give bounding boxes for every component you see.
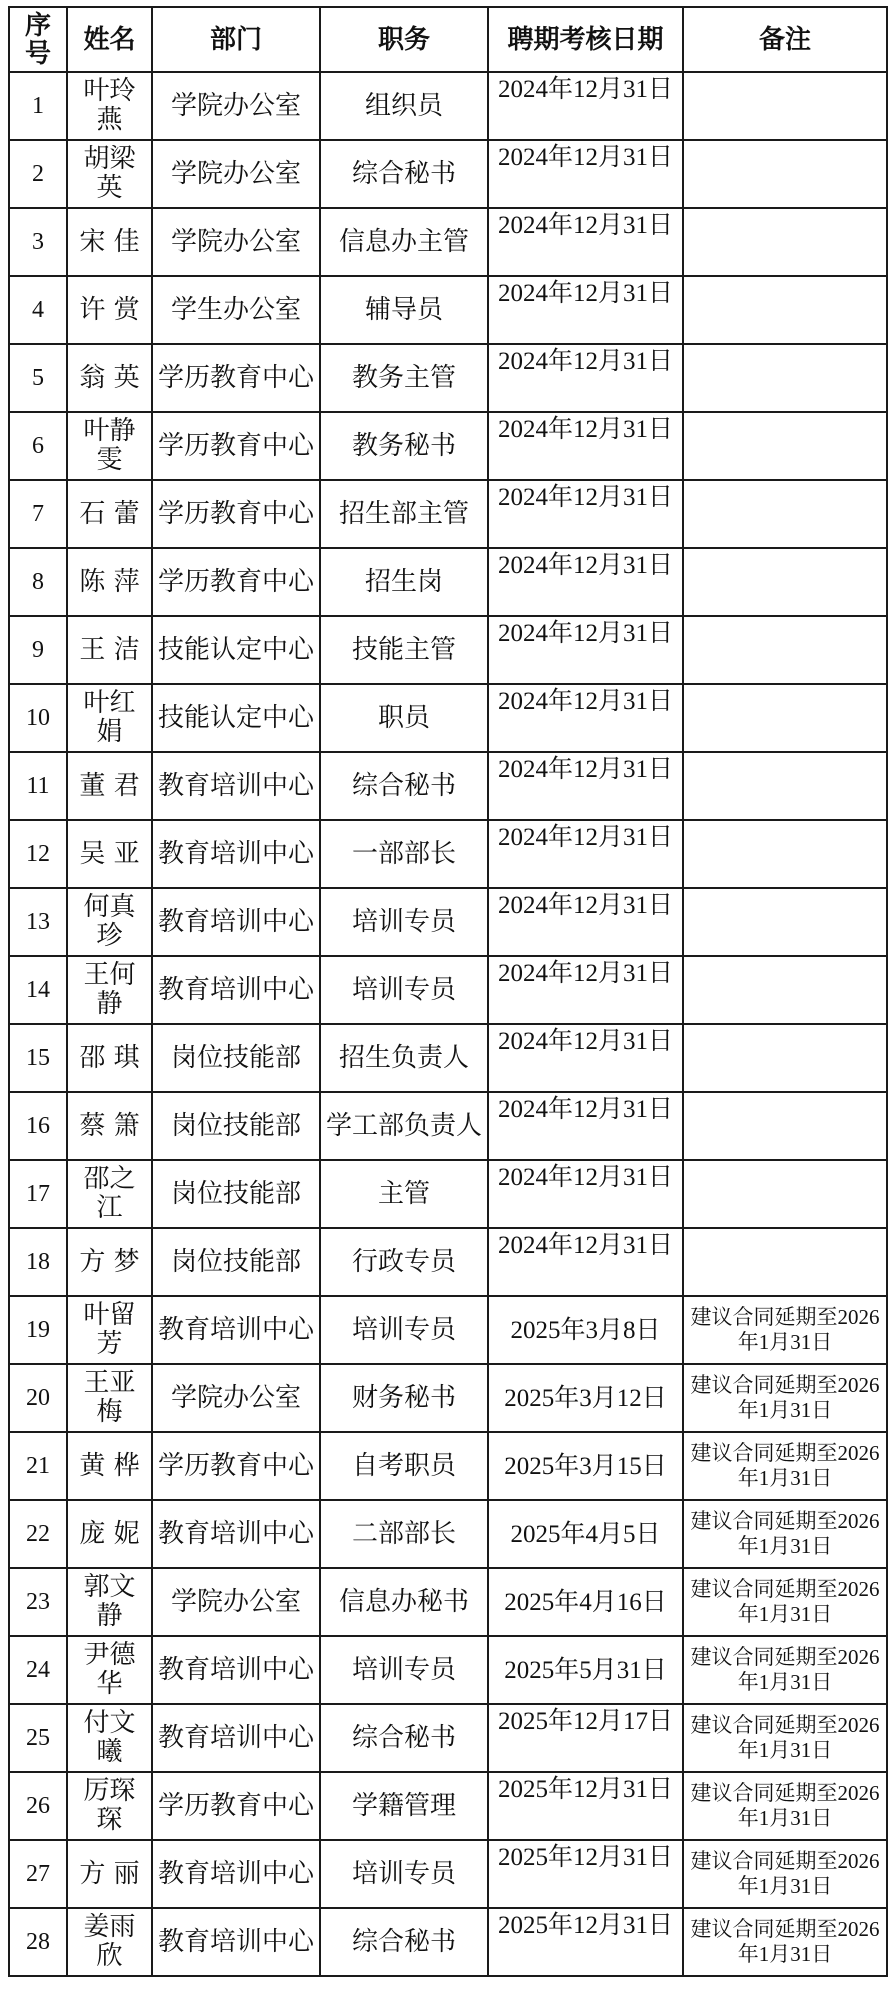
remarks-cell: [683, 72, 887, 140]
row-index: 18: [9, 1228, 67, 1296]
remarks-cell: 建议合同延期至2026年1月31日: [683, 1636, 887, 1704]
remarks-cell: [683, 1160, 887, 1228]
position-cell: 综合秘书: [320, 752, 488, 820]
remarks-cell: 建议合同延期至2026年1月31日: [683, 1364, 887, 1432]
table-row: [9, 1364, 887, 1432]
department-cell: 学院办公室: [152, 1568, 320, 1636]
department-cell: 技能认定中心: [152, 684, 320, 752]
department-cell: 学历教育中心: [152, 1432, 320, 1500]
remarks-cell: [683, 548, 887, 616]
review-date-cell: 2025年12月31日: [488, 1908, 683, 1976]
remarks-cell: [683, 1024, 887, 1092]
table-row: [9, 820, 887, 888]
employee-name: 陈 萍: [67, 548, 152, 616]
position-cell: 培训专员: [320, 956, 488, 1024]
header-row: [9, 7, 887, 72]
row-index: 25: [9, 1704, 67, 1772]
row-index: 11: [9, 752, 67, 820]
row-index: 13: [9, 888, 67, 956]
table-row: [9, 1500, 887, 1568]
remarks-cell: [683, 1092, 887, 1160]
row-index: 9: [9, 616, 67, 684]
review-date-cell: 2025年3月15日: [488, 1432, 683, 1500]
row-index: 7: [9, 480, 67, 548]
position-cell: 组织员: [320, 72, 488, 140]
department-cell: 教育培训中心: [152, 1296, 320, 1364]
department-cell: 教育培训中心: [152, 1840, 320, 1908]
review-date-cell: 2024年12月31日: [488, 344, 683, 412]
remarks-cell: 建议合同延期至2026年1月31日: [683, 1432, 887, 1500]
department-cell: 教育培训中心: [152, 1636, 320, 1704]
position-cell: 培训专员: [320, 1296, 488, 1364]
row-index: 17: [9, 1160, 67, 1228]
review-date-cell: 2024年12月31日: [488, 752, 683, 820]
position-cell: 培训专员: [320, 888, 488, 956]
remarks-cell: 建议合同延期至2026年1月31日: [683, 1568, 887, 1636]
employee-name: 王何静: [67, 956, 152, 1024]
review-date-cell: 2024年12月31日: [488, 480, 683, 548]
table-row: [9, 1908, 887, 1976]
contract-review-table-container: [8, 6, 886, 1977]
table-row: [9, 412, 887, 480]
position-cell: 培训专员: [320, 1840, 488, 1908]
remarks-cell: [683, 480, 887, 548]
table-row: [9, 1092, 887, 1160]
remarks-cell: [683, 344, 887, 412]
department-cell: 教育培训中心: [152, 1908, 320, 1976]
employee-name: 吴 亚: [67, 820, 152, 888]
review-date-cell: 2024年12月31日: [488, 412, 683, 480]
department-cell: 岗位技能部: [152, 1024, 320, 1092]
department-cell: 教育培训中心: [152, 888, 320, 956]
review-date-cell: 2025年12月31日: [488, 1772, 683, 1840]
header-name: 姓名: [67, 7, 152, 72]
position-cell: 学籍管理: [320, 1772, 488, 1840]
table-row: [9, 1296, 887, 1364]
contract-review-table: [8, 6, 888, 1977]
row-index: 23: [9, 1568, 67, 1636]
table-row: [9, 1636, 887, 1704]
position-cell: 二部部长: [320, 1500, 488, 1568]
remarks-cell: [683, 684, 887, 752]
header-index: 序号: [9, 7, 67, 72]
employee-name: 厉琛琛: [67, 1772, 152, 1840]
review-date-cell: 2025年4月5日: [488, 1500, 683, 1568]
position-cell: 主管: [320, 1160, 488, 1228]
remarks-cell: [683, 1228, 887, 1296]
remarks-cell: [683, 956, 887, 1024]
employee-name: 宋 佳: [67, 208, 152, 276]
table-row: [9, 344, 887, 412]
position-cell: 辅导员: [320, 276, 488, 344]
row-index: 22: [9, 1500, 67, 1568]
table-row: [9, 616, 887, 684]
department-cell: 学历教育中心: [152, 412, 320, 480]
department-cell: 学历教育中心: [152, 1772, 320, 1840]
review-date-cell: 2024年12月31日: [488, 1024, 683, 1092]
remarks-cell: 建议合同延期至2026年1月31日: [683, 1772, 887, 1840]
position-cell: 自考职员: [320, 1432, 488, 1500]
department-cell: 岗位技能部: [152, 1160, 320, 1228]
table-row: [9, 72, 887, 140]
header-position: 职务: [320, 7, 488, 72]
position-cell: 技能主管: [320, 616, 488, 684]
table-body: [9, 72, 887, 1976]
employee-name: 方 梦: [67, 1228, 152, 1296]
review-date-cell: 2025年4月16日: [488, 1568, 683, 1636]
review-date-cell: 2025年3月8日: [488, 1296, 683, 1364]
employee-name: 王亚梅: [67, 1364, 152, 1432]
table-row: [9, 888, 887, 956]
position-cell: 招生部主管: [320, 480, 488, 548]
department-cell: 学历教育中心: [152, 480, 320, 548]
table-row: [9, 1024, 887, 1092]
row-index: 16: [9, 1092, 67, 1160]
table-row: [9, 956, 887, 1024]
review-date-cell: 2025年12月17日: [488, 1704, 683, 1772]
table-header: [9, 7, 887, 72]
row-index: 14: [9, 956, 67, 1024]
department-cell: 教育培训中心: [152, 752, 320, 820]
remarks-cell: [683, 888, 887, 956]
row-index: 20: [9, 1364, 67, 1432]
table-row: [9, 208, 887, 276]
review-date-cell: 2024年12月31日: [488, 140, 683, 208]
position-cell: 一部部长: [320, 820, 488, 888]
review-date-cell: 2024年12月31日: [488, 684, 683, 752]
review-date-cell: 2024年12月31日: [488, 820, 683, 888]
table-row: [9, 1228, 887, 1296]
position-cell: 信息办秘书: [320, 1568, 488, 1636]
position-cell: 培训专员: [320, 1636, 488, 1704]
employee-name: 方 丽: [67, 1840, 152, 1908]
table-row: [9, 480, 887, 548]
department-cell: 学院办公室: [152, 140, 320, 208]
review-date-cell: 2024年12月31日: [488, 888, 683, 956]
position-cell: 综合秘书: [320, 1908, 488, 1976]
remarks-cell: [683, 752, 887, 820]
row-index: 10: [9, 684, 67, 752]
table-row: [9, 1840, 887, 1908]
position-cell: 综合秘书: [320, 140, 488, 208]
position-cell: 行政专员: [320, 1228, 488, 1296]
employee-name: 庞 妮: [67, 1500, 152, 1568]
table-row: [9, 1568, 887, 1636]
department-cell: 学院办公室: [152, 1364, 320, 1432]
employee-name: 何真珍: [67, 888, 152, 956]
review-date-cell: 2024年12月31日: [488, 72, 683, 140]
department-cell: 学院办公室: [152, 208, 320, 276]
employee-name: 姜雨欣: [67, 1908, 152, 1976]
row-index: 24: [9, 1636, 67, 1704]
review-date-cell: 2025年5月31日: [488, 1636, 683, 1704]
employee-name: 叶留芳: [67, 1296, 152, 1364]
row-index: 1: [9, 72, 67, 140]
employee-name: 邵之江: [67, 1160, 152, 1228]
row-index: 12: [9, 820, 67, 888]
remarks-cell: [683, 412, 887, 480]
table-row: [9, 548, 887, 616]
department-cell: 学生办公室: [152, 276, 320, 344]
department-cell: 学历教育中心: [152, 548, 320, 616]
review-date-cell: 2024年12月31日: [488, 1092, 683, 1160]
row-index: 19: [9, 1296, 67, 1364]
table-row: [9, 1160, 887, 1228]
employee-name: 邵 琪: [67, 1024, 152, 1092]
position-cell: 职员: [320, 684, 488, 752]
review-date-cell: 2025年3月12日: [488, 1364, 683, 1432]
position-cell: 综合秘书: [320, 1704, 488, 1772]
review-date-cell: 2024年12月31日: [488, 1228, 683, 1296]
position-cell: 信息办主管: [320, 208, 488, 276]
remarks-cell: 建议合同延期至2026年1月31日: [683, 1908, 887, 1976]
row-index: 8: [9, 548, 67, 616]
employee-name: 郭文静: [67, 1568, 152, 1636]
employee-name: 胡梁英: [67, 140, 152, 208]
department-cell: 教育培训中心: [152, 956, 320, 1024]
position-cell: 招生负责人: [320, 1024, 488, 1092]
table-row: [9, 1704, 887, 1772]
review-date-cell: 2024年12月31日: [488, 276, 683, 344]
row-index: 27: [9, 1840, 67, 1908]
employee-name: 付文曦: [67, 1704, 152, 1772]
review-date-cell: 2024年12月31日: [488, 548, 683, 616]
table-row: [9, 1432, 887, 1500]
department-cell: 学历教育中心: [152, 344, 320, 412]
employee-name: 许 赏: [67, 276, 152, 344]
employee-name: 叶静雯: [67, 412, 152, 480]
department-cell: 岗位技能部: [152, 1092, 320, 1160]
row-index: 2: [9, 140, 67, 208]
header-remarks: 备注: [683, 7, 887, 72]
remarks-cell: [683, 616, 887, 684]
position-cell: 教务主管: [320, 344, 488, 412]
remarks-cell: 建议合同延期至2026年1月31日: [683, 1704, 887, 1772]
position-cell: 教务秘书: [320, 412, 488, 480]
employee-name: 翁 英: [67, 344, 152, 412]
remarks-cell: [683, 276, 887, 344]
department-cell: 教育培训中心: [152, 1500, 320, 1568]
row-index: 5: [9, 344, 67, 412]
employee-name: 董 君: [67, 752, 152, 820]
table-row: [9, 752, 887, 820]
row-index: 28: [9, 1908, 67, 1976]
row-index: 15: [9, 1024, 67, 1092]
employee-name: 叶玲燕: [67, 72, 152, 140]
table-row: [9, 1772, 887, 1840]
remarks-cell: [683, 140, 887, 208]
remarks-cell: 建议合同延期至2026年1月31日: [683, 1296, 887, 1364]
review-date-cell: 2024年12月31日: [488, 616, 683, 684]
review-date-cell: 2024年12月31日: [488, 208, 683, 276]
employee-name: 黄 桦: [67, 1432, 152, 1500]
department-cell: 岗位技能部: [152, 1228, 320, 1296]
table-row: [9, 684, 887, 752]
header-review-date: 聘期考核日期: [488, 7, 683, 72]
review-date-cell: 2025年12月31日: [488, 1840, 683, 1908]
position-cell: 财务秘书: [320, 1364, 488, 1432]
remarks-cell: 建议合同延期至2026年1月31日: [683, 1500, 887, 1568]
department-cell: 教育培训中心: [152, 1704, 320, 1772]
row-index: 3: [9, 208, 67, 276]
remarks-cell: 建议合同延期至2026年1月31日: [683, 1840, 887, 1908]
row-index: 21: [9, 1432, 67, 1500]
employee-name: 石 蕾: [67, 480, 152, 548]
review-date-cell: 2024年12月31日: [488, 1160, 683, 1228]
employee-name: 蔡 箫: [67, 1092, 152, 1160]
row-index: 26: [9, 1772, 67, 1840]
review-date-cell: 2024年12月31日: [488, 956, 683, 1024]
table-row: [9, 140, 887, 208]
position-cell: 招生岗: [320, 548, 488, 616]
remarks-cell: [683, 208, 887, 276]
header-department: 部门: [152, 7, 320, 72]
position-cell: 学工部负责人: [320, 1092, 488, 1160]
employee-name: 王 洁: [67, 616, 152, 684]
employee-name: 叶红娟: [67, 684, 152, 752]
row-index: 6: [9, 412, 67, 480]
department-cell: 教育培训中心: [152, 820, 320, 888]
remarks-cell: [683, 820, 887, 888]
department-cell: 技能认定中心: [152, 616, 320, 684]
employee-name: 尹德华: [67, 1636, 152, 1704]
table-row: [9, 276, 887, 344]
department-cell: 学院办公室: [152, 72, 320, 140]
row-index: 4: [9, 276, 67, 344]
